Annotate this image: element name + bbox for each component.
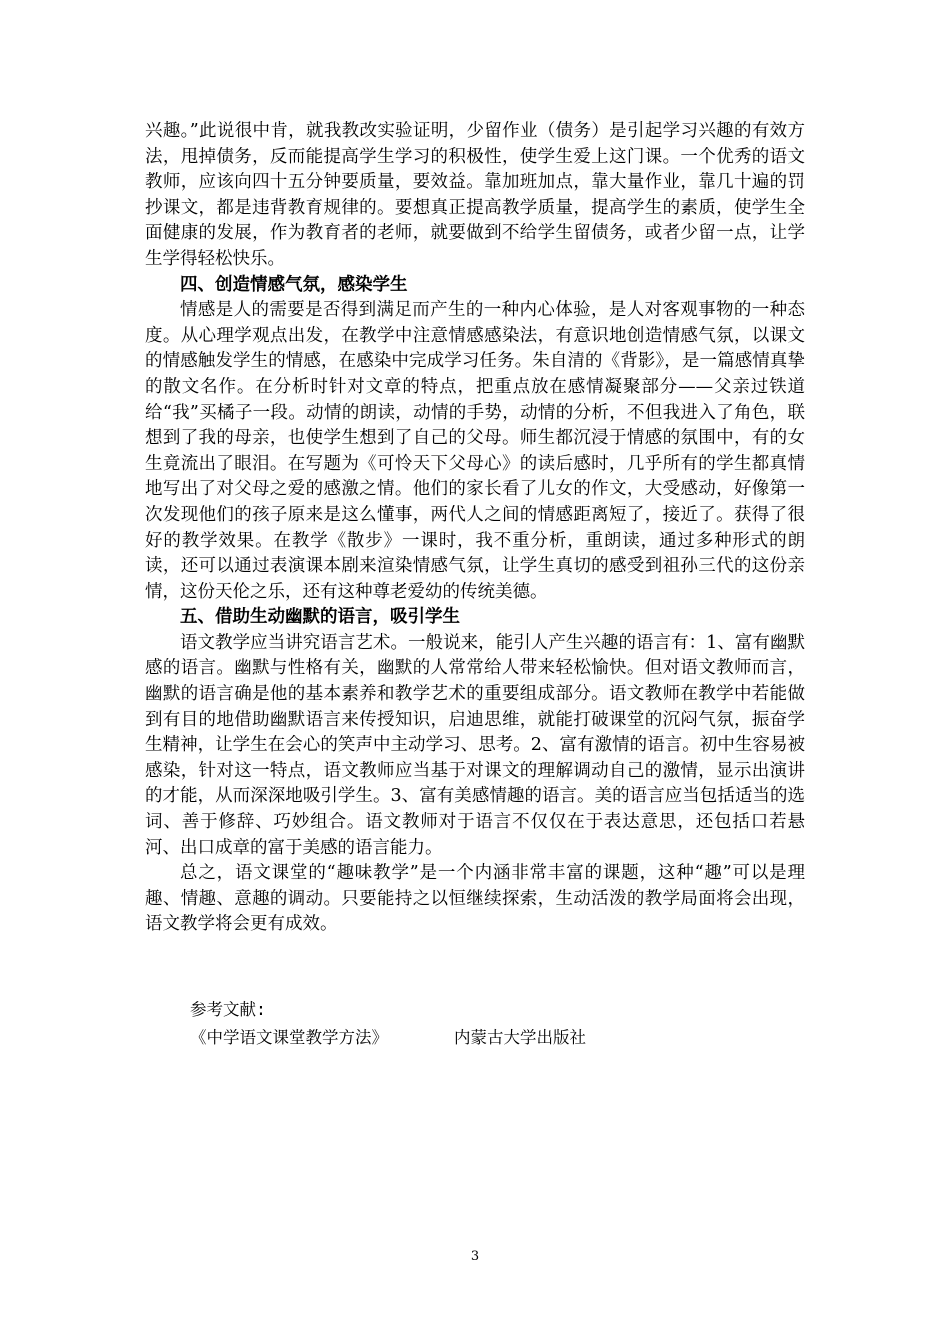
reference-publisher: 内蒙古大学出版社	[454, 1028, 586, 1047]
paragraph-conclusion: 总之，语文课堂的“趣味教学”是一个内涵非常丰富的课题，这种“趣”可以是理趣、情趣、意趣的调动。只要能持之以恒继续探索，生动活泼的教学局面将会出现，语文教学将会更有成效。	[145, 863, 805, 935]
reference-item	[190, 1024, 750, 1052]
references	[190, 996, 750, 1052]
reference-title: 《中学语文课堂教学方法》	[190, 1028, 388, 1047]
section-heading-4: 四、创造情感气氛，感染学生	[180, 274, 408, 295]
paragraph: 语文教学应当讲究语言艺术。一般说来，能引人产生兴趣的语言有：1、富有幽默感的语言。幽默与性格有关，幽默的人常常给人带来轻松愉快。但对语文教师而言，幽默的语言确是他的基本素养和教学艺术的重要组成部分。语文教师在教学中若能做到有目的地借助幽默语言来传授知识，启迪思维，就能打破课堂的沉闷气氛，振奋学生精神，让学生在会心的笑声中主动学习、思考。2、富有激情的语言。初中生容易被感染，针对这一特点，语文教师应当基于对课文的理解调动自己的激情，显示出演讲的才能，从而深深地吸引学生。3、富有美感情趣的语言。美的语言应当包括适当的选词、善于修辞、巧妙组合。语文教师对于语言不仅仅在于表达意思，还包括口若悬河、出口成章的富于美感的语言能力。	[145, 632, 805, 858]
paragraph-continuation: 兴趣。”此说很中肯，就我教改实验证明，少留作业（债务）是引起学习兴趣的有效方法，甩掉债务，反而能提高学生学习的积极性，使学生爱上这门课。一个优秀的语文教师，应该向四十五分钟要质量，要效益。靠加班加点，靠大量作业，靠几十遍的罚抄课文，都是违背教育规律的。要想真正提高教学质量，提高学生的素质，使学生全面健康的发展，作为教育者的老师，就要做到不给学生留债务，或者少留一点，让学生学得轻松快乐。	[145, 121, 805, 269]
body-text	[145, 119, 805, 938]
paragraph: 情感是人的需要是否得到满足而产生的一种内心体验，是人对客观事物的一种态度。从心理学观点出发，在教学中注意情感感染法，有意识地创造情感气氛，以课文的情感触发学生的情感，在感染中完成学习任务。朱自清的《背影》，是一篇感情真挚的散文名作。在分析时针对文章的特点，把重点放在感情凝聚部分——父亲过铁道给“我”买橘子一段。动情的朗读，动情的手势，动情的分析，不但我进入了角色，联想到了我的母亲，也使学生想到了自己的父母。师生都沉浸于情感的氛围中，有的女生竟流出了眼泪。在写题为《可怜天下父母心》的读后感时，几乎所有的学生都真情地写出了对父母之爱的感激之情。他们的家长看了儿女的作文，大受感动，好像第一次发现他们的孩子原来是这么懂事，两代人之间的情感距离短了，接近了。获得了很好的教学效果。在教学《散步》一课时，我不重分析，重朗读，通过多种形式的朗读，还可以通过表演课本剧来渲染情感气氛，让学生真切的感受到祖孙三代的这份亲情，这份天伦之乐，还有这种尊老爱幼的传统美德。	[145, 300, 805, 602]
references-label: 参考文献:	[190, 1000, 266, 1019]
section-heading-5: 五、借助生动幽默的语言，吸引学生	[180, 607, 460, 628]
page-number: 3	[470, 1249, 480, 1264]
